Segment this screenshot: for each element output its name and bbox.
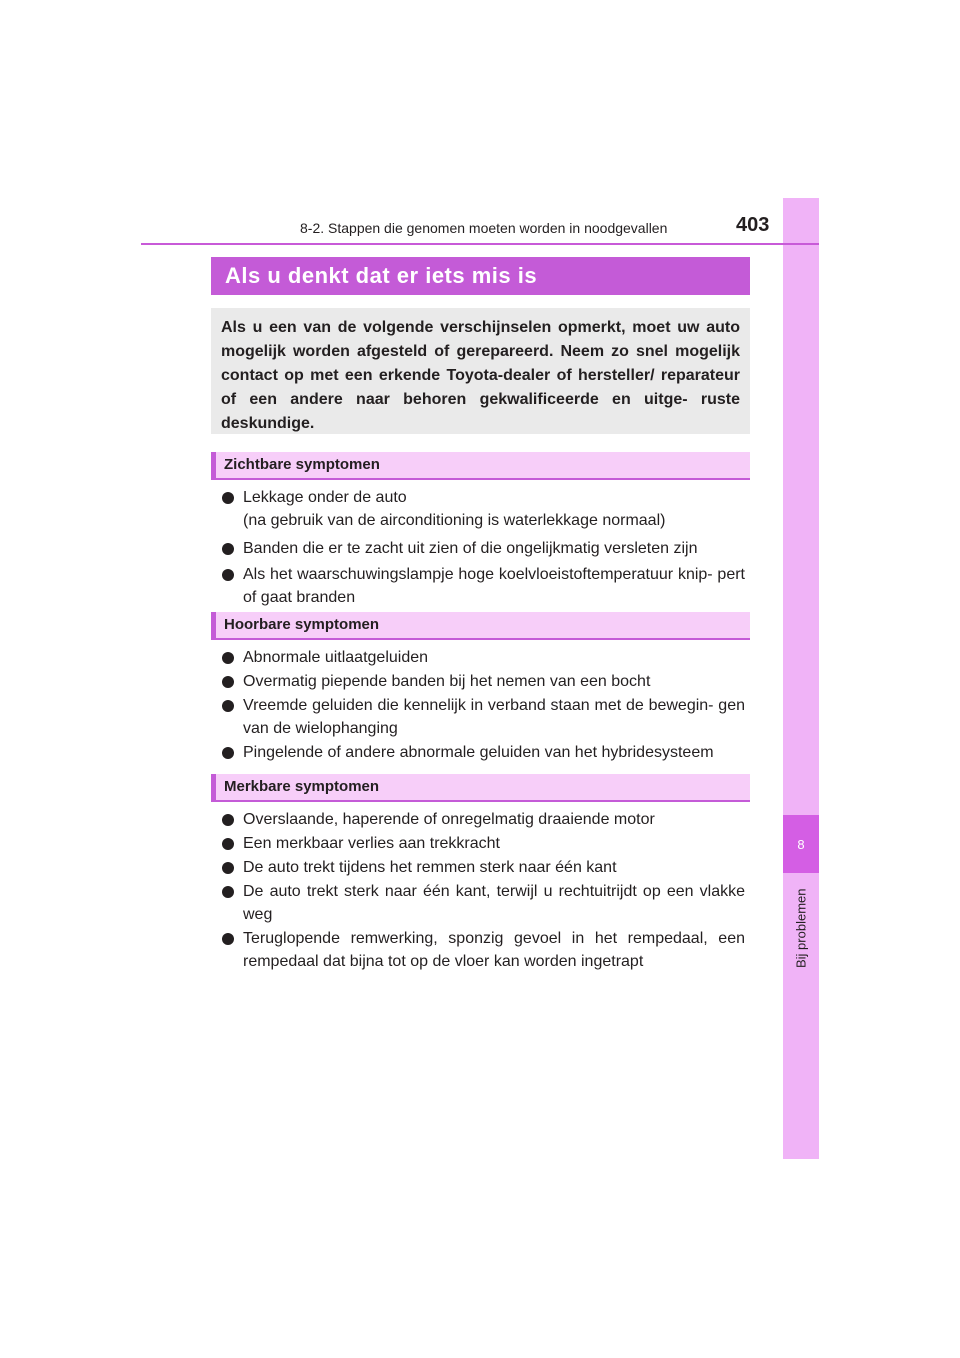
list-item [222, 880, 745, 926]
list-item [222, 563, 745, 609]
list-item [222, 694, 745, 740]
list-item-text: Lekkage onder de auto [243, 489, 407, 506]
list-item-text: Teruglopende remwerking, sponzig gevoel in het rempedaal, een rempedaal dat bijna tot op de vloer kan worden ingetrapt [243, 930, 745, 970]
section-header: 8-2. Stappen die genomen moeten worden in noodgevallen [300, 220, 668, 236]
header-divider [141, 243, 819, 245]
bullet-dot-icon [222, 492, 234, 504]
bullet-dot-icon [222, 700, 234, 712]
bullet-dot-icon [222, 862, 234, 874]
chapter-side-tab [783, 198, 819, 1159]
list-item-text: Overslaande, haperende of onregelmatig draaiende motor [243, 811, 655, 828]
list-item-text: De auto trekt sterk naar één kant, terwijl u rechtuitrijdt op een vlakke weg [243, 883, 745, 923]
bullet-dot-icon [222, 676, 234, 688]
bullet-dot-icon [222, 569, 234, 581]
page-title: Als u denkt dat er iets mis is [211, 257, 750, 295]
bullet-dot-icon [222, 543, 234, 555]
list-item [222, 741, 745, 764]
list-item [222, 670, 745, 693]
list-item-note [222, 509, 745, 532]
bullet-dot-icon [222, 652, 234, 664]
bullet-dot-icon [222, 933, 234, 945]
list-item-text: Banden die er te zacht uit zien of die ongelijkmatig versleten zijn [243, 540, 698, 557]
section-heading-visible: Zichtbare symptomen [211, 452, 750, 480]
bullet-dot-icon [222, 838, 234, 850]
list-item [222, 646, 745, 669]
list-item [222, 832, 745, 855]
bullet-dot-icon [222, 747, 234, 759]
list-item-text: Pingelende of andere abnormale geluiden van het hybridesysteem [243, 744, 714, 761]
list-item-text: Als het waarschuwingslampje hoge koelvloeistoftemperatuur knip- pert of gaat branden [243, 566, 745, 606]
bullet-list-noticeable [222, 808, 745, 974]
section-heading-noticeable: Merkbare symptomen [211, 774, 750, 802]
list-item-text: Vreemde geluiden die kennelijk in verband staan met de bewegin- gen van de wielophanging [243, 697, 745, 737]
list-item-text: Abnormale uitlaatgeluiden [243, 649, 429, 666]
bullet-list-visible [222, 486, 745, 610]
bullet-dot-icon [222, 814, 234, 826]
list-item [222, 486, 745, 509]
page-number: 403 [736, 214, 770, 236]
list-item-text: Overmatig piepende banden bij het nemen van een bocht [243, 673, 651, 690]
list-item [222, 927, 745, 973]
chapter-label: Bij problemen [793, 888, 809, 968]
list-item [222, 856, 745, 879]
list-item-text: (na gebruik van de airconditioning is waterlekkage normaal) [243, 512, 666, 529]
list-item-text: Een merkbaar verlies aan trekkracht [243, 835, 500, 852]
bullet-list-audible [222, 646, 745, 765]
intro-box: Als u een van de volgende verschijnselen opmerkt, moet uw auto mogelijk worden afgesteld of gerepareerd. Neem zo snel mogelijk contact op met een erkende Toyota-dealer of hersteller/ reparateur of een andere naar behoren gekwalificeerde en uitge- ruste deskundige. [211, 308, 750, 434]
list-item [222, 537, 745, 560]
list-item [222, 808, 745, 831]
bullet-dot-icon [222, 886, 234, 898]
list-item-text: De auto trekt tijdens het remmen sterk naar één kant [243, 859, 617, 876]
chapter-number: 8 [783, 815, 819, 873]
section-heading-audible: Hoorbare symptomen [211, 612, 750, 640]
